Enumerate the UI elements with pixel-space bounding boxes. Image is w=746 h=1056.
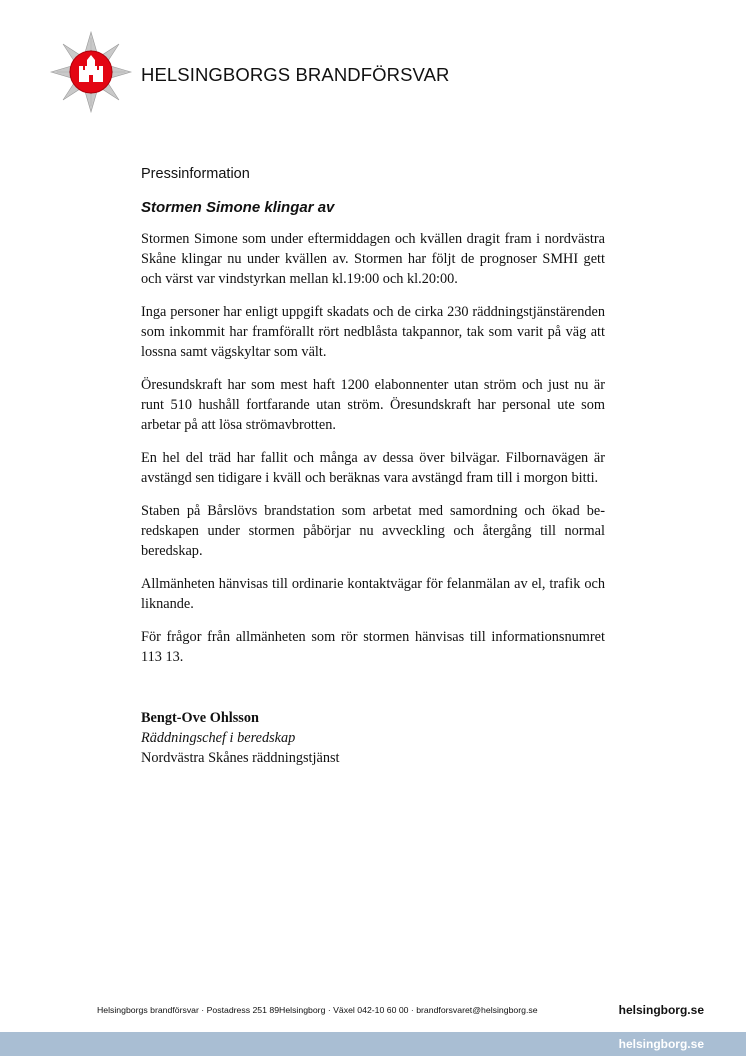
paragraph: Inga personer har enligt uppgift skadats och de cirka 230 räddningstjänstärenden som inkommit har framförallt rört nedblåsta takpannor, tak som varit på väg att lossna samt vägskyltar som vält. (141, 304, 605, 360)
signatory-organization: Nordvästra Skånes räddningstjänst (141, 750, 340, 766)
paragraph: Allmänheten hänvisas till ordinarie kontaktvägar för felanmälan av el, trafik och liknande. (141, 576, 605, 612)
paragraph: För frågor från allmänheten som rör stormen hänvisas till informationsnumret 113 13. (141, 629, 605, 665)
signatory-role: Räddningschef i beredskap (141, 730, 296, 746)
press-release-body (141, 229, 605, 680)
paragraph: Stormen Simone som under eftermiddagen och kvällen dragit fram i nordvästra Skåne klingar nu under kvällen av. Stormen har följt de prognoser SMHI gett och värst var vindstyrkan mellan kl.19:00 och kl.20:00. (141, 231, 605, 287)
paragraph: Staben på Bårslövs brandstation som arbetat med samordning och ökad beredskapen under stormen påbörjar nu avveckling och återgång till normal beredskap. (141, 503, 605, 559)
paragraph: Öresundskraft har som mest haft 1200 elabonnenter utan ström och just nu är runt 510 hushåll fortfarande utan ström. Öresundskraft har personal ute som arbetar på att lösa strömavbrotten. (141, 377, 605, 433)
paragraph: En hel del träd har fallit och många av dessa över bilvägar. Filbornavägen är avstängd sen tidigare i kväll och beräknas vara avstängd fram till i morgon bitti. (141, 450, 605, 486)
footer-bar (0, 1032, 746, 1056)
footer-domain-link[interactable]: helsingborg.se (618, 1003, 704, 1017)
footer-bar-domain[interactable]: helsingborg.se (618, 1037, 704, 1051)
signature-block (141, 708, 340, 768)
document-type-label: Pressinformation (141, 166, 250, 182)
headline: Stormen Simone klingar av (141, 199, 335, 216)
fire-service-emblem-icon (49, 30, 133, 114)
footer-contact: Helsingborgs brandförsvar · Postadress 251 89Helsingborg · Växel 042-10 60 00 · brandforsvaret@helsingborg.se (97, 1005, 538, 1015)
organization-name: HELSINGBORGS BRANDFÖRSVAR (141, 64, 450, 85)
signatory-name: Bengt-Ove Ohlsson (141, 710, 259, 726)
